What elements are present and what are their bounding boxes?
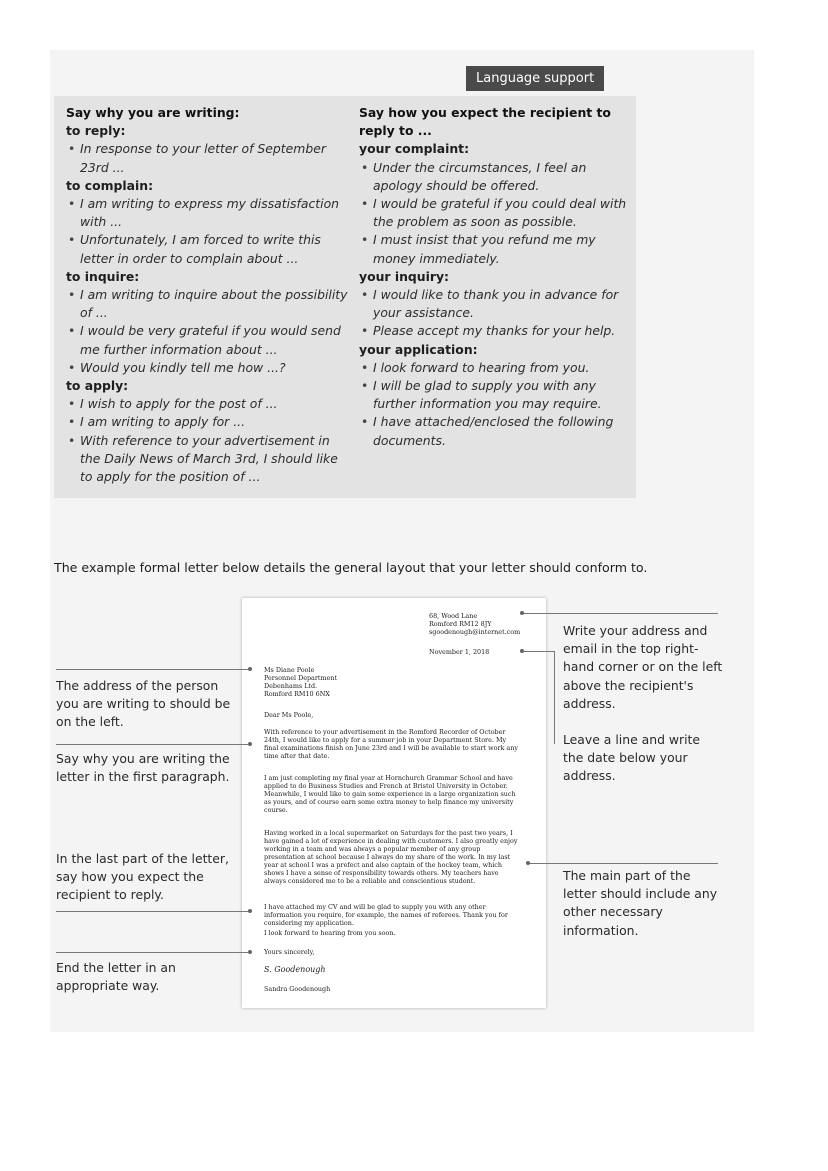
left-heading: Say why you are writing: [66, 105, 240, 120]
phrase-item: • Please accept my thanks for your help. [359, 322, 631, 340]
connector-dot [520, 611, 524, 615]
left-group-label: to reply: [66, 123, 126, 139]
left-group-label: to complain: [66, 177, 154, 193]
connector-dot [248, 950, 252, 954]
left-group-label: to apply: [66, 378, 129, 394]
phrase-item: • I look forward to hearing from you. [359, 359, 631, 377]
phrase-item: • I will be glad to supply you with any further information you may require. [359, 377, 631, 413]
recipient-line: Romford RM10 6NX [264, 690, 330, 698]
annotation-end-letter: End the letter in an appropriate way. [56, 960, 176, 994]
right-group-label: your complaint: [359, 141, 470, 157]
connector-line [56, 911, 250, 912]
address-line: sgoodenough@internet.com [429, 628, 521, 636]
connector-dot [248, 667, 252, 671]
phrase-item: • I am writing to inquire about the possibility of ... [66, 286, 348, 322]
left-group-list [66, 195, 348, 268]
right-group-label: your inquiry: [359, 268, 449, 284]
language-support-tag: Language support [466, 66, 604, 91]
address-line: 68, Wood Lane [429, 612, 478, 620]
right-groups [359, 140, 631, 449]
phrase-item: • I wish to apply for the post of ... [66, 395, 348, 413]
intro-text: The example formal letter below details the general layout that your letter should conform to. [54, 560, 648, 575]
recipient-line: Personnel Department [264, 674, 338, 682]
left-group-list [66, 140, 348, 176]
right-heading: Say how you expect the recipient to reply to ... [359, 105, 611, 139]
right-group-list [359, 359, 631, 450]
signature: S. Goodenough [264, 965, 326, 974]
printed-name: Sandra Goodenough [264, 985, 331, 993]
recipient-line: Debenhams Ltd. [264, 682, 318, 690]
phrase-item: • I have attached/enclosed the following documents. [359, 413, 631, 449]
connector-line [528, 863, 718, 864]
sample-letter [242, 598, 546, 1008]
right-group-list [359, 286, 631, 341]
annotation-say-why: Say why you are writing the letter in the first paragraph. [56, 751, 230, 785]
connector-line [522, 651, 554, 652]
connector-dot [248, 909, 252, 913]
support-right-column [359, 104, 631, 450]
sender-address [429, 612, 539, 636]
support-left-column [66, 104, 348, 486]
left-groups [66, 122, 348, 486]
connector-dot [526, 861, 530, 865]
paragraph-5: I look forward to hearing from you soon. [264, 929, 396, 937]
phrase-item: • I must insist that you refund me my money immediately. [359, 231, 631, 267]
recipient-address [264, 666, 424, 698]
phrase-item: • I would be very grateful if you would send me further information about ... [66, 322, 348, 358]
closing: Yours sincerely, [264, 948, 315, 956]
connector-dot [520, 649, 524, 653]
phrase-item: • Under the circumstances, I feel an apology should be offered. [359, 159, 631, 195]
right-group-label: your application: [359, 341, 478, 357]
phrase-item: • I am writing to apply for ... [66, 413, 348, 431]
address-line: Romford RM12 8JY [429, 620, 492, 628]
left-group-list [66, 395, 348, 486]
annotation-your-address: Write your address and email in the top right-hand corner or on the left above the recipient's address. [563, 623, 723, 711]
annotation-leave-line: Leave a line and write the date below your address. [563, 732, 701, 784]
annotation-last-part: In the last part of the letter, say how you expect the recipient to reply. [56, 851, 229, 903]
annotation-address-person: The address of the person you are writing to should be on the left. [56, 678, 231, 730]
connector-vertical-line [554, 651, 555, 744]
phrase-item: • Would you kindly tell me how ...? [66, 359, 348, 377]
left-group-list [66, 286, 348, 377]
annotation-main-part: The main part of the letter should include any other necessary information. [563, 868, 718, 938]
phrase-item: • I would be grateful if you could deal with the problem as soon as possible. [359, 195, 631, 231]
phrase-item: • In response to your letter of September 23rd ... [66, 140, 348, 176]
connector-line [522, 613, 718, 614]
phrase-item: • Unfortunately, I am forced to write this letter in order to complain about ... [66, 231, 348, 267]
phrase-item: • With reference to your advertisement in the Daily News of March 3rd, I should like to apply for the position of ... [66, 432, 348, 487]
connector-line [56, 952, 250, 953]
connector-line [56, 744, 250, 745]
letter-date: November 1, 2018 [429, 648, 490, 656]
connector-line [56, 669, 250, 670]
phrase-item: • I would like to thank you in advance for your assistance. [359, 286, 631, 322]
phrase-item: • I am writing to express my dissatisfaction with ... [66, 195, 348, 231]
connector-dot [248, 742, 252, 746]
paragraph-3: Having worked in a local supermarket on Saturdays for the past two years, I have gained a lot of experience in dealing with customers. I also greatly enjoy working in a team and was always a popular member of any group presentation at school because I always do my share of the work. In my last year at school I was a prefect and also captain of the hockey team, which shows I have a sense of responsibility towards others. My teachers have always considered me to be a reliable and conscientious student. [264, 829, 518, 885]
paragraph-1: With reference to your advertisement in the Romford Recorder of October 24th, I would like to apply for a summer job in your Department Store. My final examinations finish on June 23rd and I will be available to start work any time after that date. [264, 728, 518, 760]
paragraph-2: I am just completing my final year at Hornchurch Grammar School and have applied to do Business Studies and French at Bristol University in October. Meanwhile, I would like to gain some experience in a large organization such as yours, and of course earn some extra money to help finance my university course. [264, 774, 516, 814]
paragraph-4: I have attached my CV and will be glad to supply you with any other information you require, for example, the names of referees. Thank you for considering my application. [264, 903, 508, 927]
right-group-list [359, 159, 631, 268]
salutation: Dear Ms Poole, [264, 711, 314, 719]
recipient-line: Ms Diane Poole [264, 666, 315, 674]
left-group-label: to inquire: [66, 268, 140, 284]
